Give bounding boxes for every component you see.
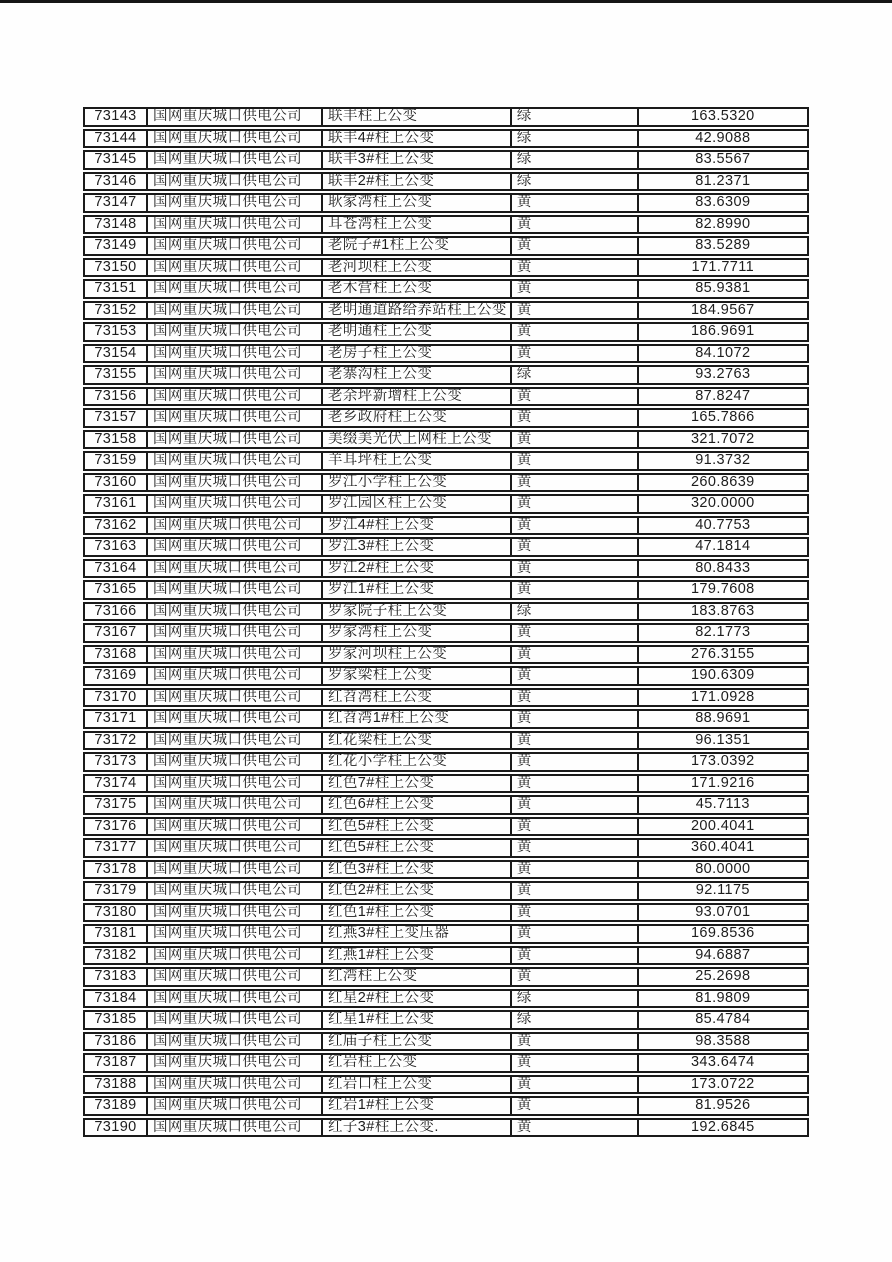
cell-record-id: 73185 xyxy=(83,1010,148,1030)
cell-device-name: 红星1#柱上公变 xyxy=(323,1010,512,1030)
cell-device-name: 罗家院子柱上公变 xyxy=(323,602,512,622)
cell-value: 88.9691 xyxy=(639,709,809,729)
table-row xyxy=(83,408,809,428)
cell-status-color: 黄 xyxy=(512,408,639,428)
cell-record-id: 73163 xyxy=(83,537,148,557)
cell-device-name: 红苕湾柱上公变 xyxy=(323,688,512,708)
cell-record-id: 73156 xyxy=(83,387,148,407)
cell-status-color: 黄 xyxy=(512,645,639,665)
table-row xyxy=(83,795,809,815)
cell-device-name: 红色6#柱上公变 xyxy=(323,795,512,815)
cell-company-name: 国网重庆城口供电公司 xyxy=(148,666,323,686)
table-row xyxy=(83,516,809,536)
cell-status-color: 黄 xyxy=(512,1053,639,1073)
cell-value: 183.8763 xyxy=(639,602,809,622)
cell-company-name: 国网重庆城口供电公司 xyxy=(148,150,323,170)
cell-status-color: 黄 xyxy=(512,279,639,299)
cell-value: 91.3732 xyxy=(639,451,809,471)
cell-status-color: 黄 xyxy=(512,494,639,514)
cell-company-name: 国网重庆城口供电公司 xyxy=(148,645,323,665)
cell-device-name: 老明通柱上公变 xyxy=(323,322,512,342)
table-row xyxy=(83,193,809,213)
cell-record-id: 73189 xyxy=(83,1096,148,1116)
cell-value: 83.5289 xyxy=(639,236,809,256)
cell-device-name: 耿家湾柱上公变 xyxy=(323,193,512,213)
cell-value: 93.0701 xyxy=(639,903,809,923)
table-row xyxy=(83,150,809,170)
cell-status-color: 黄 xyxy=(512,301,639,321)
cell-company-name: 国网重庆城口供电公司 xyxy=(148,258,323,278)
table-row xyxy=(83,666,809,686)
cell-status-color: 黄 xyxy=(512,1118,639,1138)
cell-status-color: 绿 xyxy=(512,602,639,622)
cell-company-name: 国网重庆城口供电公司 xyxy=(148,838,323,858)
cell-device-name: 罗家湾柱上公变 xyxy=(323,623,512,643)
cell-record-id: 73174 xyxy=(83,774,148,794)
cell-company-name: 国网重庆城口供电公司 xyxy=(148,967,323,987)
cell-status-color: 黄 xyxy=(512,451,639,471)
cell-company-name: 国网重庆城口供电公司 xyxy=(148,365,323,385)
cell-company-name: 国网重庆城口供电公司 xyxy=(148,1118,323,1138)
cell-device-name: 红苕湾1#柱上公变 xyxy=(323,709,512,729)
cell-value: 173.0722 xyxy=(639,1075,809,1095)
cell-company-name: 国网重庆城口供电公司 xyxy=(148,903,323,923)
cell-record-id: 73171 xyxy=(83,709,148,729)
cell-value: 94.6887 xyxy=(639,946,809,966)
cell-value: 82.1773 xyxy=(639,623,809,643)
cell-status-color: 黄 xyxy=(512,752,639,772)
cell-device-name: 罗江园区柱上公变 xyxy=(323,494,512,514)
cell-status-color: 黄 xyxy=(512,774,639,794)
cell-value: 81.9809 xyxy=(639,989,809,1009)
cell-device-name: 红色2#柱上公变 xyxy=(323,881,512,901)
cell-record-id: 73144 xyxy=(83,129,148,149)
cell-record-id: 73183 xyxy=(83,967,148,987)
cell-company-name: 国网重庆城口供电公司 xyxy=(148,860,323,880)
cell-company-name: 国网重庆城口供电公司 xyxy=(148,881,323,901)
cell-device-name: 红花梁柱上公变 xyxy=(323,731,512,751)
cell-status-color: 黄 xyxy=(512,236,639,256)
table-row xyxy=(83,451,809,471)
cell-device-name: 红花小学柱上公变 xyxy=(323,752,512,772)
cell-record-id: 73158 xyxy=(83,430,148,450)
cell-device-name: 耳苍湾柱上公变 xyxy=(323,215,512,235)
table-row xyxy=(83,602,809,622)
cell-value: 80.8433 xyxy=(639,559,809,579)
cell-device-name: 老木营柱上公变 xyxy=(323,279,512,299)
cell-device-name: 红湾柱上公变 xyxy=(323,967,512,987)
cell-company-name: 国网重庆城口供电公司 xyxy=(148,516,323,536)
cell-status-color: 黄 xyxy=(512,516,639,536)
cell-status-color: 黄 xyxy=(512,709,639,729)
cell-company-name: 国网重庆城口供电公司 xyxy=(148,580,323,600)
cell-record-id: 73186 xyxy=(83,1032,148,1052)
table-row xyxy=(83,129,809,149)
table-row xyxy=(83,301,809,321)
cell-status-color: 绿 xyxy=(512,989,639,1009)
cell-device-name: 红子3#柱上公变. xyxy=(323,1118,512,1138)
cell-device-name: 红岩1#柱上公变 xyxy=(323,1096,512,1116)
cell-record-id: 73147 xyxy=(83,193,148,213)
cell-status-color: 黄 xyxy=(512,344,639,364)
cell-record-id: 73173 xyxy=(83,752,148,772)
table-row xyxy=(83,709,809,729)
cell-company-name: 国网重庆城口供电公司 xyxy=(148,602,323,622)
cell-company-name: 国网重庆城口供电公司 xyxy=(148,946,323,966)
cell-device-name: 联丰柱上公变 xyxy=(323,107,512,127)
top-edge-bar xyxy=(0,0,892,3)
cell-value: 40.7753 xyxy=(639,516,809,536)
cell-value: 87.8247 xyxy=(639,387,809,407)
cell-record-id: 73187 xyxy=(83,1053,148,1073)
cell-company-name: 国网重庆城口供电公司 xyxy=(148,473,323,493)
table-row xyxy=(83,344,809,364)
cell-device-name: 罗江3#柱上公变 xyxy=(323,537,512,557)
table-row xyxy=(83,688,809,708)
cell-record-id: 73184 xyxy=(83,989,148,1009)
cell-record-id: 73190 xyxy=(83,1118,148,1138)
table-row xyxy=(83,236,809,256)
cell-company-name: 国网重庆城口供电公司 xyxy=(148,129,323,149)
cell-device-name: 罗江小学柱上公变 xyxy=(323,473,512,493)
cell-status-color: 绿 xyxy=(512,107,639,127)
cell-record-id: 73153 xyxy=(83,322,148,342)
cell-device-name: 老寨沟柱上公变 xyxy=(323,365,512,385)
cell-record-id: 73151 xyxy=(83,279,148,299)
table-row xyxy=(83,215,809,235)
cell-status-color: 黄 xyxy=(512,881,639,901)
cell-device-name: 罗家梁柱上公变 xyxy=(323,666,512,686)
table-row xyxy=(83,645,809,665)
cell-record-id: 73169 xyxy=(83,666,148,686)
cell-company-name: 国网重庆城口供电公司 xyxy=(148,537,323,557)
cell-company-name: 国网重庆城口供电公司 xyxy=(148,1053,323,1073)
cell-value: 260.8639 xyxy=(639,473,809,493)
cell-record-id: 73177 xyxy=(83,838,148,858)
cell-device-name: 红岩柱上公变 xyxy=(323,1053,512,1073)
table-row xyxy=(83,989,809,1009)
cell-company-name: 国网重庆城口供电公司 xyxy=(148,688,323,708)
cell-value: 98.3588 xyxy=(639,1032,809,1052)
cell-device-name: 红燕1#柱上公变 xyxy=(323,946,512,966)
cell-value: 320.0000 xyxy=(639,494,809,514)
cell-value: 45.7113 xyxy=(639,795,809,815)
cell-record-id: 73161 xyxy=(83,494,148,514)
cell-record-id: 73152 xyxy=(83,301,148,321)
cell-company-name: 国网重庆城口供电公司 xyxy=(148,430,323,450)
cell-record-id: 73165 xyxy=(83,580,148,600)
cell-device-name: 老院子#1柱上公变 xyxy=(323,236,512,256)
cell-company-name: 国网重庆城口供电公司 xyxy=(148,387,323,407)
cell-status-color: 黄 xyxy=(512,387,639,407)
cell-status-color: 绿 xyxy=(512,365,639,385)
cell-record-id: 73160 xyxy=(83,473,148,493)
table-row xyxy=(83,903,809,923)
cell-record-id: 73157 xyxy=(83,408,148,428)
table-row xyxy=(83,387,809,407)
cell-company-name: 国网重庆城口供电公司 xyxy=(148,451,323,471)
cell-device-name: 红星2#柱上公变 xyxy=(323,989,512,1009)
cell-company-name: 国网重庆城口供电公司 xyxy=(148,559,323,579)
cell-value: 93.2763 xyxy=(639,365,809,385)
cell-device-name: 罗江2#柱上公变 xyxy=(323,559,512,579)
cell-record-id: 73168 xyxy=(83,645,148,665)
cell-device-name: 老明通道路给养站柱上公变 xyxy=(323,301,512,321)
cell-status-color: 黄 xyxy=(512,688,639,708)
cell-value: 42.9088 xyxy=(639,129,809,149)
cell-status-color: 黄 xyxy=(512,215,639,235)
cell-value: 171.9216 xyxy=(639,774,809,794)
cell-value: 82.8990 xyxy=(639,215,809,235)
cell-value: 276.3155 xyxy=(639,645,809,665)
cell-status-color: 黄 xyxy=(512,1096,639,1116)
cell-record-id: 73148 xyxy=(83,215,148,235)
cell-device-name: 红庙子柱上公变 xyxy=(323,1032,512,1052)
cell-device-name: 红色1#柱上公变 xyxy=(323,903,512,923)
cell-status-color: 黄 xyxy=(512,623,639,643)
cell-company-name: 国网重庆城口供电公司 xyxy=(148,408,323,428)
cell-company-name: 国网重庆城口供电公司 xyxy=(148,215,323,235)
cell-device-name: 美缀美光伏上网柱上公变 xyxy=(323,430,512,450)
cell-company-name: 国网重庆城口供电公司 xyxy=(148,924,323,944)
table-row xyxy=(83,838,809,858)
cell-device-name: 老乡政府柱上公变 xyxy=(323,408,512,428)
table-row xyxy=(83,860,809,880)
cell-device-name: 老房子柱上公变 xyxy=(323,344,512,364)
cell-device-name: 联丰4#柱上公变 xyxy=(323,129,512,149)
cell-device-name: 罗江4#柱上公变 xyxy=(323,516,512,536)
cell-status-color: 黄 xyxy=(512,580,639,600)
cell-device-name: 联丰2#柱上公变 xyxy=(323,172,512,192)
table-row xyxy=(83,279,809,299)
cell-value: 169.8536 xyxy=(639,924,809,944)
table-row xyxy=(83,172,809,192)
table-row xyxy=(83,258,809,278)
cell-company-name: 国网重庆城口供电公司 xyxy=(148,1075,323,1095)
cell-value: 165.7866 xyxy=(639,408,809,428)
cell-status-color: 黄 xyxy=(512,967,639,987)
table-row xyxy=(83,559,809,579)
cell-record-id: 73182 xyxy=(83,946,148,966)
cell-company-name: 国网重庆城口供电公司 xyxy=(148,1010,323,1030)
cell-status-color: 黄 xyxy=(512,838,639,858)
transformer-data-table xyxy=(83,105,809,1139)
cell-value: 321.7072 xyxy=(639,430,809,450)
cell-status-color: 绿 xyxy=(512,1010,639,1030)
cell-record-id: 73145 xyxy=(83,150,148,170)
table-row xyxy=(83,967,809,987)
cell-value: 190.6309 xyxy=(639,666,809,686)
cell-status-color: 黄 xyxy=(512,666,639,686)
cell-record-id: 73178 xyxy=(83,860,148,880)
cell-status-color: 黄 xyxy=(512,473,639,493)
table-row xyxy=(83,365,809,385)
cell-record-id: 73166 xyxy=(83,602,148,622)
cell-record-id: 73164 xyxy=(83,559,148,579)
cell-status-color: 黄 xyxy=(512,258,639,278)
table-row xyxy=(83,107,809,127)
cell-company-name: 国网重庆城口供电公司 xyxy=(148,494,323,514)
cell-record-id: 73159 xyxy=(83,451,148,471)
cell-record-id: 73188 xyxy=(83,1075,148,1095)
cell-value: 92.1175 xyxy=(639,881,809,901)
cell-record-id: 73155 xyxy=(83,365,148,385)
cell-company-name: 国网重庆城口供电公司 xyxy=(148,301,323,321)
cell-value: 81.9526 xyxy=(639,1096,809,1116)
cell-status-color: 黄 xyxy=(512,731,639,751)
cell-company-name: 国网重庆城口供电公司 xyxy=(148,107,323,127)
cell-record-id: 73175 xyxy=(83,795,148,815)
table-row xyxy=(83,752,809,772)
cell-company-name: 国网重庆城口供电公司 xyxy=(148,172,323,192)
table-row xyxy=(83,322,809,342)
cell-company-name: 国网重庆城口供电公司 xyxy=(148,1032,323,1052)
cell-value: 186.9691 xyxy=(639,322,809,342)
cell-status-color: 黄 xyxy=(512,537,639,557)
cell-company-name: 国网重庆城口供电公司 xyxy=(148,623,323,643)
table-row xyxy=(83,623,809,643)
table-row xyxy=(83,1118,809,1138)
table-row xyxy=(83,1075,809,1095)
cell-device-name: 老余坪新增柱上公变 xyxy=(323,387,512,407)
table-row xyxy=(83,881,809,901)
cell-company-name: 国网重庆城口供电公司 xyxy=(148,322,323,342)
cell-company-name: 国网重庆城口供电公司 xyxy=(148,344,323,364)
cell-record-id: 73181 xyxy=(83,924,148,944)
cell-company-name: 国网重庆城口供电公司 xyxy=(148,193,323,213)
cell-value: 343.6474 xyxy=(639,1053,809,1073)
cell-company-name: 国网重庆城口供电公司 xyxy=(148,236,323,256)
table-row xyxy=(83,494,809,514)
cell-status-color: 黄 xyxy=(512,193,639,213)
cell-value: 179.7608 xyxy=(639,580,809,600)
cell-value: 47.1814 xyxy=(639,537,809,557)
table-row xyxy=(83,924,809,944)
cell-status-color: 绿 xyxy=(512,129,639,149)
cell-record-id: 73172 xyxy=(83,731,148,751)
cell-value: 25.2698 xyxy=(639,967,809,987)
cell-status-color: 黄 xyxy=(512,430,639,450)
cell-device-name: 红燕3#柱上变压器 xyxy=(323,924,512,944)
cell-company-name: 国网重庆城口供电公司 xyxy=(148,279,323,299)
cell-status-color: 黄 xyxy=(512,924,639,944)
table-row xyxy=(83,430,809,450)
cell-status-color: 黄 xyxy=(512,1032,639,1052)
cell-company-name: 国网重庆城口供电公司 xyxy=(148,709,323,729)
cell-value: 360.4041 xyxy=(639,838,809,858)
table-row xyxy=(83,1096,809,1116)
cell-device-name: 红色5#柱上公变 xyxy=(323,817,512,837)
table-row xyxy=(83,537,809,557)
cell-value: 171.7711 xyxy=(639,258,809,278)
cell-status-color: 黄 xyxy=(512,1075,639,1095)
cell-value: 173.0392 xyxy=(639,752,809,772)
cell-device-name: 红色5#柱上公变 xyxy=(323,838,512,858)
cell-value: 83.5567 xyxy=(639,150,809,170)
cell-value: 96.1351 xyxy=(639,731,809,751)
table-row xyxy=(83,946,809,966)
cell-value: 184.9567 xyxy=(639,301,809,321)
cell-status-color: 黄 xyxy=(512,322,639,342)
cell-device-name: 联丰3#柱上公变 xyxy=(323,150,512,170)
cell-status-color: 黄 xyxy=(512,860,639,880)
cell-company-name: 国网重庆城口供电公司 xyxy=(148,795,323,815)
cell-device-name: 老河坝柱上公变 xyxy=(323,258,512,278)
cell-status-color: 黄 xyxy=(512,903,639,923)
cell-value: 83.6309 xyxy=(639,193,809,213)
cell-value: 163.5320 xyxy=(639,107,809,127)
cell-status-color: 绿 xyxy=(512,172,639,192)
table-row xyxy=(83,731,809,751)
cell-record-id: 73150 xyxy=(83,258,148,278)
cell-status-color: 黄 xyxy=(512,946,639,966)
cell-status-color: 绿 xyxy=(512,150,639,170)
cell-company-name: 国网重庆城口供电公司 xyxy=(148,752,323,772)
cell-value: 80.0000 xyxy=(639,860,809,880)
cell-company-name: 国网重庆城口供电公司 xyxy=(148,989,323,1009)
table-row xyxy=(83,774,809,794)
cell-record-id: 73149 xyxy=(83,236,148,256)
cell-record-id: 73167 xyxy=(83,623,148,643)
cell-value: 81.2371 xyxy=(639,172,809,192)
cell-record-id: 73179 xyxy=(83,881,148,901)
cell-company-name: 国网重庆城口供电公司 xyxy=(148,817,323,837)
cell-status-color: 黄 xyxy=(512,559,639,579)
table-row xyxy=(83,1053,809,1073)
table-row xyxy=(83,817,809,837)
cell-company-name: 国网重庆城口供电公司 xyxy=(148,731,323,751)
cell-value: 171.0928 xyxy=(639,688,809,708)
cell-device-name: 罗家河坝柱上公变 xyxy=(323,645,512,665)
table-body xyxy=(83,107,809,1137)
cell-device-name: 红色7#柱上公变 xyxy=(323,774,512,794)
cell-record-id: 73176 xyxy=(83,817,148,837)
cell-device-name: 红岩口柱上公变 xyxy=(323,1075,512,1095)
cell-device-name: 红色3#柱上公变 xyxy=(323,860,512,880)
cell-company-name: 国网重庆城口供电公司 xyxy=(148,774,323,794)
cell-status-color: 黄 xyxy=(512,795,639,815)
cell-value: 85.9381 xyxy=(639,279,809,299)
cell-status-color: 黄 xyxy=(512,817,639,837)
cell-record-id: 73162 xyxy=(83,516,148,536)
cell-device-name: 羊耳坪柱上公变 xyxy=(323,451,512,471)
table-row xyxy=(83,1032,809,1052)
table-row xyxy=(83,473,809,493)
cell-device-name: 罗江1#柱上公变 xyxy=(323,580,512,600)
cell-record-id: 73143 xyxy=(83,107,148,127)
table-row xyxy=(83,1010,809,1030)
cell-value: 200.4041 xyxy=(639,817,809,837)
cell-value: 192.6845 xyxy=(639,1118,809,1138)
cell-value: 84.1072 xyxy=(639,344,809,364)
cell-record-id: 73180 xyxy=(83,903,148,923)
cell-record-id: 73146 xyxy=(83,172,148,192)
cell-record-id: 73170 xyxy=(83,688,148,708)
cell-value: 85.4784 xyxy=(639,1010,809,1030)
cell-company-name: 国网重庆城口供电公司 xyxy=(148,1096,323,1116)
cell-record-id: 73154 xyxy=(83,344,148,364)
table-row xyxy=(83,580,809,600)
